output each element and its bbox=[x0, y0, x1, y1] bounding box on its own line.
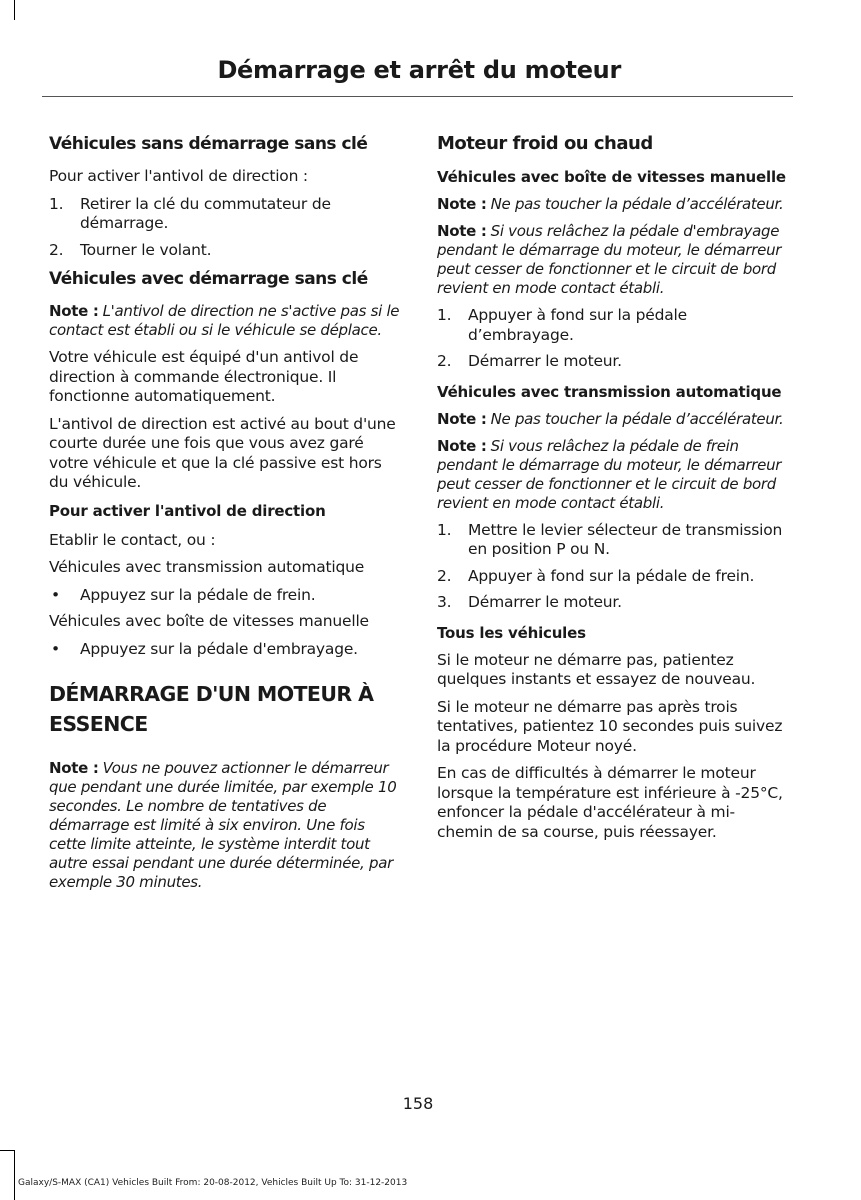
heading-cold-hot: Moteur froid ou chaud bbox=[437, 133, 653, 154]
numbered-list bbox=[437, 521, 787, 613]
note-text: Ne pas toucher la pédale d’accélérateur. bbox=[490, 195, 784, 213]
note-text: L'antivol de direction ne s'active pas si le contact est établi ou si le véhicule se déplace. bbox=[49, 302, 400, 339]
note bbox=[437, 195, 787, 214]
section-heading: DÉMARRAGE D'UN MOTEUR À ESSENCE bbox=[49, 682, 374, 736]
crop-mark-bottom-left-vertical bbox=[14, 1150, 15, 1200]
list-item bbox=[437, 567, 787, 587]
note bbox=[49, 759, 405, 892]
note bbox=[49, 302, 405, 340]
footer-text: Galaxy/S-MAX (CA1) Vehicles Built From: 20-08-2012, Vehicles Built Up To: 31-12-2013 bbox=[18, 1178, 408, 1188]
note-label: Note : bbox=[437, 436, 487, 455]
paragraph: Etablir le contact, ou : bbox=[49, 530, 216, 549]
paragraph: Votre véhicule est équipé d'un antivol de direction à commande électronique. Il fonctionne automatiquement. bbox=[49, 348, 359, 405]
header-divider bbox=[42, 96, 793, 97]
bullet-text: Appuyez sur la pédale de frein. bbox=[80, 585, 316, 604]
note bbox=[437, 437, 787, 513]
paragraph: Véhicules avec boîte de vitesses manuelle bbox=[49, 612, 369, 630]
crop-mark-bottom-left-horizontal bbox=[0, 1150, 14, 1151]
note-text: Si vous relâchez la pédale de frein pendant le démarrage du moteur, le démarreur peut cesser de fonctionner et le circuit de bord revient en mode contact établi. bbox=[437, 436, 782, 512]
list-text: Appuyer à fond sur la pédale de frein. bbox=[468, 566, 755, 585]
list-item bbox=[437, 593, 787, 613]
list-item bbox=[49, 195, 405, 234]
paragraph: En cas de difficultés à démarrer le moteur lorsque la température est inférieure à -25°C, enfoncer la pédale d'accélérateur à mi-chemin de sa course, puis réessayer. bbox=[437, 764, 783, 841]
list-text: Mettre le levier sélecteur de transmission en position P ou N. bbox=[468, 520, 783, 558]
numbered-list bbox=[49, 195, 405, 261]
list-item bbox=[49, 241, 405, 261]
list-number: 3. bbox=[437, 593, 452, 611]
subheading: Véhicules avec transmission automatique bbox=[437, 382, 782, 401]
note bbox=[437, 222, 787, 298]
crop-mark-top-left bbox=[14, 0, 15, 20]
note-text: Si vous relâchez la pédale d'embrayage pendant le démarrage du moteur, le démarreur peut cesser de fonctionner et le circuit de bord revient en mode contact établi. bbox=[437, 222, 782, 297]
page-number: 158 bbox=[402, 1094, 434, 1113]
bullet: • bbox=[51, 585, 60, 604]
heading-keyless: Véhicules avec démarrage sans clé bbox=[49, 269, 368, 289]
list-text: Démarrer le moteur. bbox=[468, 352, 622, 370]
bullet-text: Appuyez sur la pédale d'embrayage. bbox=[80, 639, 358, 658]
note-text: Ne pas toucher la pédale d’accélérateur. bbox=[490, 409, 784, 428]
right-column bbox=[437, 128, 787, 850]
list-item bbox=[437, 521, 787, 560]
subheading: Tous les véhicules bbox=[437, 623, 586, 642]
list-number: 2. bbox=[437, 352, 452, 370]
note-label: Note : bbox=[49, 759, 99, 777]
note bbox=[437, 410, 787, 429]
paragraph: Pour activer l'antivol de direction : bbox=[49, 167, 308, 185]
paragraph: Véhicules avec transmission automatique bbox=[49, 558, 365, 576]
paragraph: L'antivol de direction est activé au bout d'une courte durée une fois que vous avez garé votre véhicule et que la clé passive est hors du véhicule. bbox=[49, 414, 396, 491]
note-label: Note : bbox=[437, 222, 487, 240]
heading-no-keyless: Véhicules sans démarrage sans clé bbox=[49, 134, 368, 154]
numbered-list bbox=[437, 306, 787, 372]
list-item bbox=[437, 352, 787, 372]
list-number: 2. bbox=[437, 566, 452, 585]
list-number: 1. bbox=[49, 194, 64, 213]
list-text: Tourner le volant. bbox=[80, 240, 212, 259]
paragraph: Si le moteur ne démarre pas après trois tentatives, patientez 10 secondes puis suivez la procédure Moteur noyé. bbox=[437, 697, 783, 755]
left-column bbox=[49, 128, 405, 900]
list-item bbox=[437, 306, 787, 345]
list-text: Appuyer à fond sur la pédale d’embrayage. bbox=[468, 306, 687, 344]
note-label: Note : bbox=[437, 409, 487, 428]
list-text: Démarrer le moteur. bbox=[468, 593, 622, 611]
paragraph: Si le moteur ne démarre pas, patientez quelques instants et essayez de nouveau. bbox=[437, 650, 756, 688]
page-title: Démarrage et arrêt du moteur bbox=[217, 56, 621, 84]
note-label: Note : bbox=[49, 302, 99, 320]
bullet-item bbox=[49, 586, 405, 606]
list-text: Retirer la clé du commutateur de démarrage. bbox=[80, 194, 331, 232]
bullet: • bbox=[51, 639, 60, 658]
note-label: Note : bbox=[437, 195, 487, 213]
bullet-item bbox=[49, 640, 405, 660]
subheading: Pour activer l'antivol de direction bbox=[49, 501, 326, 520]
list-number: 1. bbox=[437, 520, 452, 539]
list-number: 1. bbox=[437, 306, 452, 324]
subheading: Véhicules avec boîte de vitesses manuelle bbox=[437, 168, 786, 186]
note-text: Vous ne pouvez actionner le démarreur que pendant une durée limitée, par exemple 10 secondes. Le nombre de tentatives de démarrage est limité à six environ. Une fois cette limite atteinte, le système interdit tout autre essai pendant une durée déterminée, par exemple 30 minutes. bbox=[49, 759, 397, 891]
list-number: 2. bbox=[49, 240, 64, 259]
